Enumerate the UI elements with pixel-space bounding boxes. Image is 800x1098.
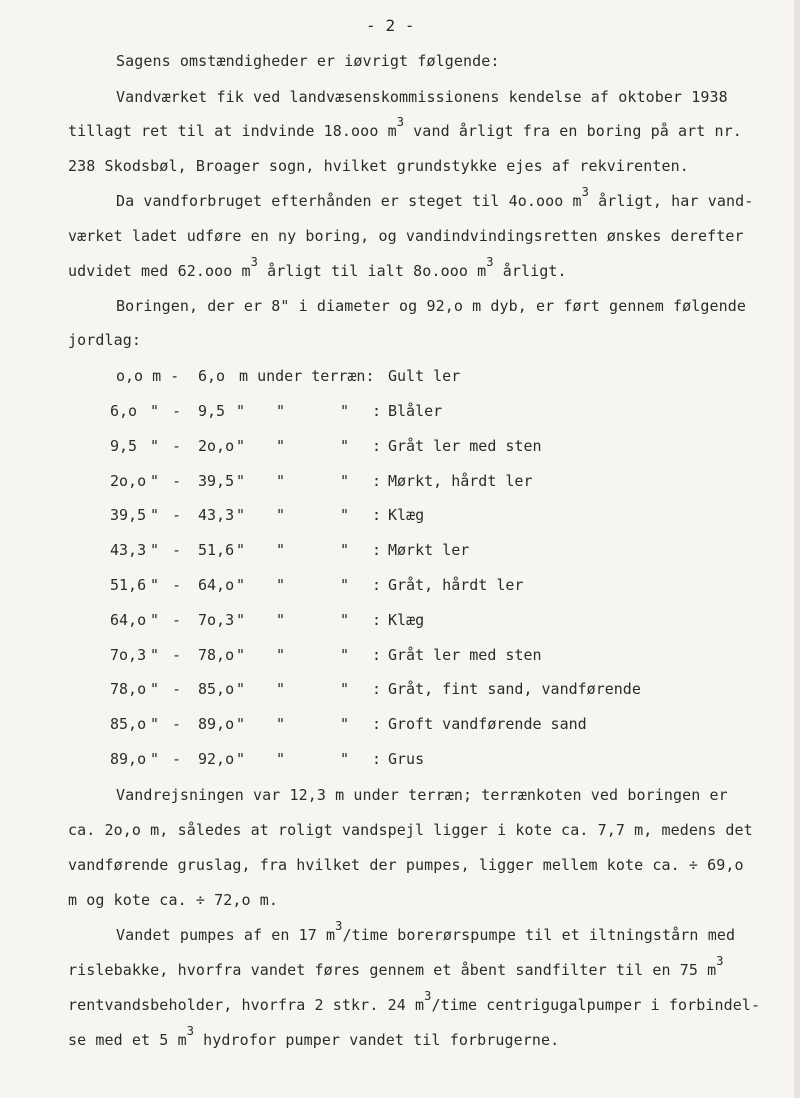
strata-row xyxy=(0,437,800,459)
ditto-mark: " xyxy=(340,541,350,559)
strata-description: Gråt, fint sand, vandførende xyxy=(388,680,641,698)
strata-description: Gråt, hårdt ler xyxy=(388,576,524,594)
strata-dash: - xyxy=(172,680,182,698)
paragraph-5-line-1: Vandet pumpes af en 17 $m^3$/time borerørspumpe til et iltningstårn med xyxy=(116,919,736,944)
ditto-mark: " xyxy=(236,541,246,559)
strata-separator: : xyxy=(372,611,382,629)
paragraph-1-line-1: Vandværket fik ved landvæsenskommissionens kendelse af oktober 1938 xyxy=(116,88,728,106)
ditto-mark: " xyxy=(276,646,286,664)
ditto-mark: " xyxy=(150,506,160,524)
ditto-mark: " xyxy=(340,611,350,629)
paragraph-5-line-2: rislebakke, hvorfra vandet føres gennem et åbent sandfilter til en 75 $m^3$ xyxy=(68,954,724,979)
strata-description: Gråt ler med sten xyxy=(388,437,542,455)
ditto-mark: " xyxy=(340,402,350,420)
ditto-mark: " xyxy=(236,646,246,664)
strata-from: 7o,3 xyxy=(110,646,147,664)
strata-from: 43,3 xyxy=(110,541,147,559)
strata-description: Grus xyxy=(388,750,425,768)
ditto-mark: " xyxy=(236,611,246,629)
ditto-mark: " xyxy=(150,402,160,420)
page-number: - 2 - xyxy=(366,16,415,35)
ditto-mark: " xyxy=(236,680,246,698)
strata-separator: : xyxy=(372,680,382,698)
ditto-mark: " xyxy=(150,472,160,490)
ditto-mark: " xyxy=(276,472,286,490)
paragraph-3-line-2: jordlag: xyxy=(68,331,142,349)
strata-description: Klæg xyxy=(388,611,425,629)
strata-row xyxy=(0,576,800,598)
ditto-mark: " xyxy=(340,715,350,733)
strata-from: 6,o xyxy=(110,402,138,420)
strata-to: 92,o xyxy=(198,750,235,768)
superscript-3: 3 xyxy=(424,989,432,1003)
strata-description: Gråt ler med sten xyxy=(388,646,542,664)
strata-dash: - xyxy=(172,715,182,733)
strata-separator: : xyxy=(372,402,382,420)
superscript-3: 3 xyxy=(186,1024,195,1038)
superscript-3: 3 xyxy=(250,255,258,269)
paragraph-5-line-4: se med et 5 $m^3$ hydrofor pumper vandet til forbrugerne. xyxy=(68,1024,560,1049)
strata-separator: : xyxy=(372,437,382,455)
paragraph-3-line-1: Boringen, der er 8" i diameter og 92,o m dyb, er ført gennem følgende xyxy=(116,297,747,315)
strata-from: 9,5 xyxy=(110,437,138,455)
paragraph-5-line-3: rentvandsbeholder, hvorfra 2 stkr. 24 $m^3$/time centrigugalpumper i forbindel- xyxy=(68,989,761,1014)
ditto-mark: " xyxy=(236,750,246,768)
ditto-mark: " xyxy=(276,576,286,594)
strata-separator: : xyxy=(372,541,382,559)
strata-from: 39,5 xyxy=(110,506,147,524)
strata-row xyxy=(0,750,800,772)
paragraph-2-line-2: værket ladet udføre en ny boring, og vandindvindingsretten ønskes derefter xyxy=(68,227,744,245)
ditto-mark: " xyxy=(340,646,350,664)
ditto-mark: " xyxy=(276,611,286,629)
paragraph-2-line-3: udvidet med 62.ooo $m^3$ årligt til ialt 8o.ooo $m^3$ årligt. xyxy=(68,255,567,280)
strata-description: Groft vandførende sand xyxy=(388,715,587,733)
strata-to: 9,5 xyxy=(198,402,226,420)
ditto-mark: " xyxy=(236,472,246,490)
ditto-mark: " xyxy=(276,541,286,559)
strata-description: Mørkt ler xyxy=(388,541,470,559)
paragraph-2-line-1: Da vandforbruget efterhånden er steget til 4o.ooo $m^3$ årligt, har vand- xyxy=(116,185,754,210)
superscript-3: 3 xyxy=(396,115,405,129)
strata-to: 89,o xyxy=(198,715,235,733)
strata-dash: - xyxy=(172,611,182,629)
strata-row xyxy=(0,680,800,702)
ditto-mark: " xyxy=(150,437,160,455)
ditto-mark: " xyxy=(236,715,246,733)
strata-from: 51,6 xyxy=(110,576,147,594)
ditto-mark: " xyxy=(150,680,160,698)
ditto-mark: " xyxy=(340,472,350,490)
ditto-mark: " xyxy=(276,402,286,420)
paragraph-1-line-3: 238 Skodsbøl, Broager sogn, hvilket grundstykke ejes af rekvirenten. xyxy=(68,157,689,175)
ditto-mark: " xyxy=(276,680,286,698)
strata-dash: - xyxy=(172,472,182,490)
strata-from: 64,o xyxy=(110,611,147,629)
paragraph-4-line-1: Vandrejsningen var 12,3 m under terræn; terrænkoten ved boringen er xyxy=(116,786,728,804)
strata-from: 89,o xyxy=(110,750,147,768)
strata-row xyxy=(0,611,800,633)
ditto-mark: " xyxy=(150,576,160,594)
strata-to: 2o,o xyxy=(198,437,235,455)
ditto-mark: " xyxy=(340,506,350,524)
strata-unit-text: m under terræn: xyxy=(230,367,384,385)
ditto-mark: " xyxy=(276,506,286,524)
strata-dash: - xyxy=(172,646,182,664)
ditto-mark: " xyxy=(340,576,350,594)
strata-to: 39,5 xyxy=(198,472,235,490)
strata-description: Gult ler xyxy=(388,367,461,385)
strata-separator: : xyxy=(372,715,382,733)
superscript-3: 3 xyxy=(335,919,343,933)
strata-separator: : xyxy=(372,750,382,768)
strata-to: 43,3 xyxy=(198,506,235,524)
strata-dash: - xyxy=(172,576,182,594)
strata-dash: - xyxy=(172,506,182,524)
strata-to: 7o,3 xyxy=(198,611,235,629)
strata-row xyxy=(0,472,800,494)
ditto-mark: " xyxy=(236,576,246,594)
strata-description: Klæg xyxy=(388,506,425,524)
ditto-mark: " xyxy=(150,611,160,629)
ditto-mark: " xyxy=(340,680,350,698)
ditto-mark: " xyxy=(276,437,286,455)
ditto-mark: " xyxy=(236,506,246,524)
strata-separator: : xyxy=(372,472,382,490)
strata-to: 85,o xyxy=(198,680,235,698)
strata-row xyxy=(0,715,800,737)
ditto-mark: " xyxy=(150,646,160,664)
strata-description: Blåler xyxy=(388,402,443,420)
ditto-mark: " xyxy=(150,715,160,733)
paragraph-4-line-2: ca. 2o,o m, således at roligt vandspejl ligger i kote ca. 7,7 m, medens det xyxy=(68,821,753,839)
strata-from: 2o,o xyxy=(110,472,147,490)
strata-row xyxy=(0,402,800,424)
ditto-mark: " xyxy=(236,437,246,455)
strata-to: 6,o xyxy=(198,367,226,385)
strata-separator: : xyxy=(372,506,382,524)
strata-from: 85,o xyxy=(110,715,147,733)
ditto-mark: " xyxy=(236,402,246,420)
strata-separator: : xyxy=(372,646,382,664)
strata-row-first xyxy=(0,367,800,389)
strata-row xyxy=(0,646,800,668)
strata-to: 64,o xyxy=(198,576,235,594)
ditto-mark: " xyxy=(340,750,350,768)
intro-line: Sagens omstændigheder er iøvrigt følgende: xyxy=(116,52,500,70)
ditto-mark: " xyxy=(276,750,286,768)
paragraph-4-line-4: m og kote ca. ÷ 72,o m. xyxy=(68,891,279,909)
strata-dash: - xyxy=(172,750,182,768)
paragraph-1-line-2: tillagt ret til at indvinde 18.ooo $m^3$ vand årligt fra en boring på art nr. xyxy=(68,115,742,140)
ditto-mark: " xyxy=(340,437,350,455)
strata-dash: - xyxy=(172,541,182,559)
strata-row xyxy=(0,506,800,528)
strata-from: 78,o xyxy=(110,680,147,698)
superscript-3: 3 xyxy=(486,255,494,269)
ditto-mark: " xyxy=(276,715,286,733)
strata-separator: : xyxy=(372,576,382,594)
strata-to: 78,o xyxy=(198,646,235,664)
strata-dash: - xyxy=(172,402,182,420)
strata-description: Mørkt, hårdt ler xyxy=(388,472,533,490)
paragraph-4-line-3: vandførende gruslag, fra hvilket der pumpes, ligger mellem kote ca. ÷ 69,o xyxy=(68,856,744,874)
superscript-3: 3 xyxy=(581,185,589,199)
ditto-mark: " xyxy=(150,750,160,768)
strata-row xyxy=(0,541,800,563)
ditto-mark: " xyxy=(150,541,160,559)
strata-from: o,o m - xyxy=(116,367,180,385)
superscript-3: 3 xyxy=(716,954,724,968)
strata-dash: - xyxy=(172,437,182,455)
strata-to: 51,6 xyxy=(198,541,235,559)
